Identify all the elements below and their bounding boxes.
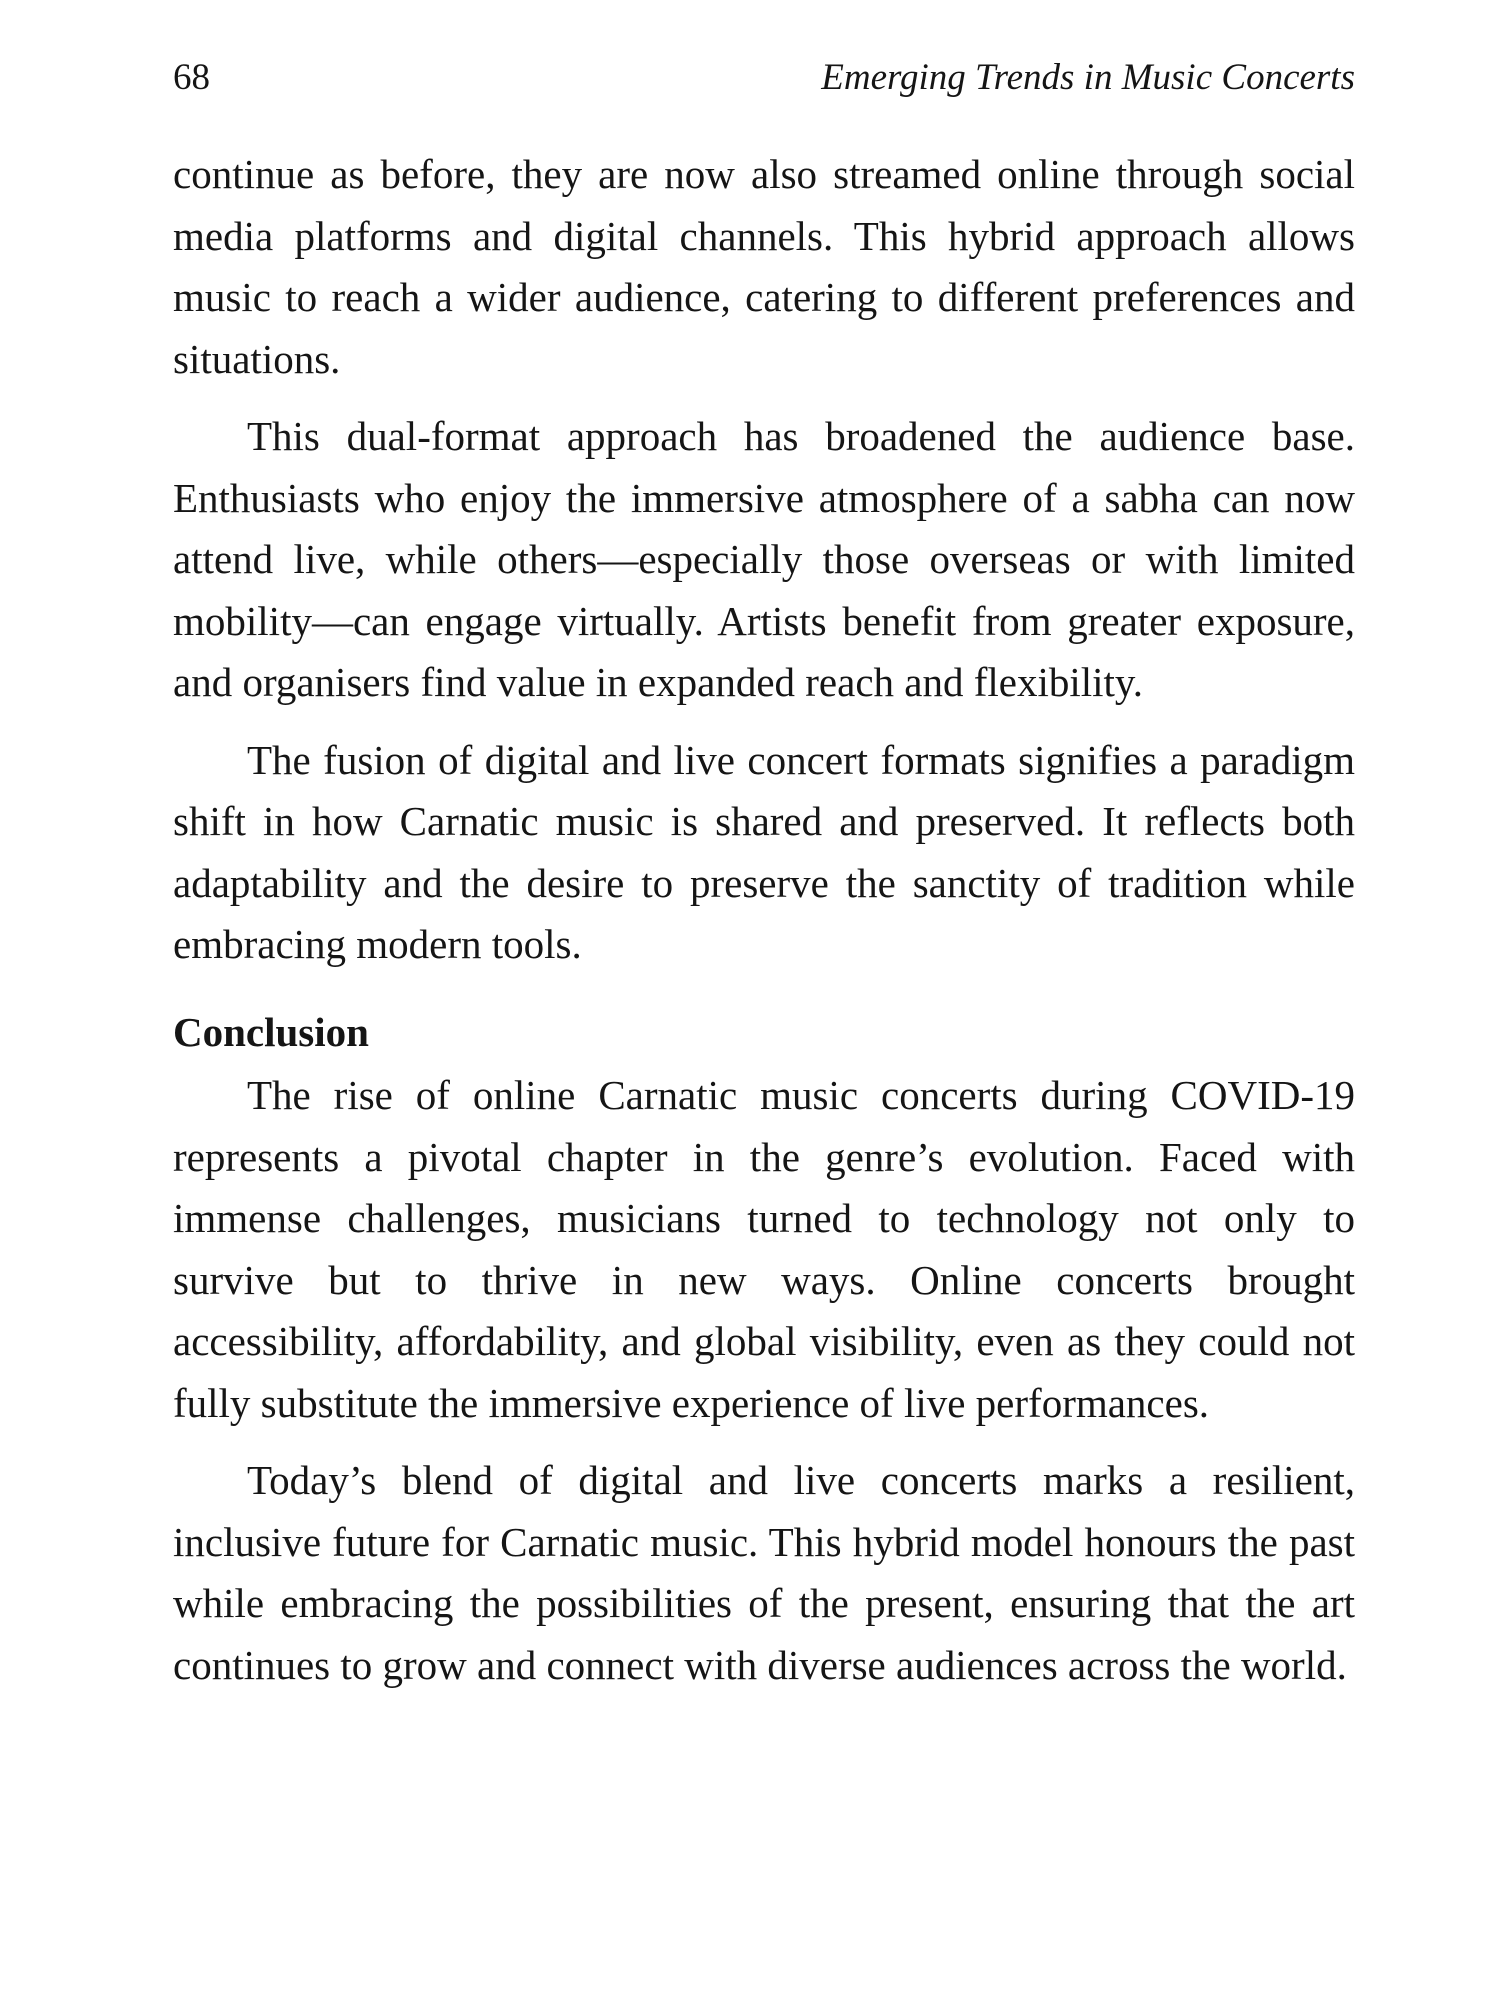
paragraph-continued: continue as before, they are now also streamed online through social media platforms and digital channels. This hybrid approach allows music to reach a wider audience, catering to different preferences and situations. xyxy=(173,151,1355,382)
page-number: 68 xyxy=(173,57,210,98)
paragraph-conclusion-2: Today’s blend of digital and live concerts marks a resilient, inclusive future for Carnatic music. This hybrid model honours the past while embracing the possibilities of the present, ensuring that the art continues to grow and connect with diverse audiences across the world. xyxy=(173,1457,1355,1688)
paragraph-conclusion-1: The rise of online Carnatic music concerts during COVID-19 represents a pivotal chapter in the genre’s evolution. Faced with immense challenges, musicians turned to technology not only to survive but to thrive in new ways. Online concerts brought accessibility, affordability, and global visibility, even as they could not fully substitute the immersive experience of live performances. xyxy=(173,1072,1355,1426)
running-title: Emerging Trends in Music Concerts xyxy=(821,57,1355,98)
paragraph-dual-format: This dual-format approach has broadened the audience base. Enthusiasts who enjoy the immersive atmosphere of a sabha can now attend live, while others—especially those overseas or with limited mobility—can engage virtually. Artists benefit from greater exposure, and organisers find value in expanded reach and flexibility. xyxy=(173,413,1355,705)
paragraph-fusion: The fusion of digital and live concert formats signifies a paradigm shift in how Carnatic music is shared and preserved. It reflects both adaptability and the desire to preserve the sanctity of tradition while embracing modern tools. xyxy=(173,736,1355,967)
page-body xyxy=(173,144,1355,1712)
section-heading-conclusion: Conclusion xyxy=(173,1008,369,1055)
page-header xyxy=(173,56,1355,106)
